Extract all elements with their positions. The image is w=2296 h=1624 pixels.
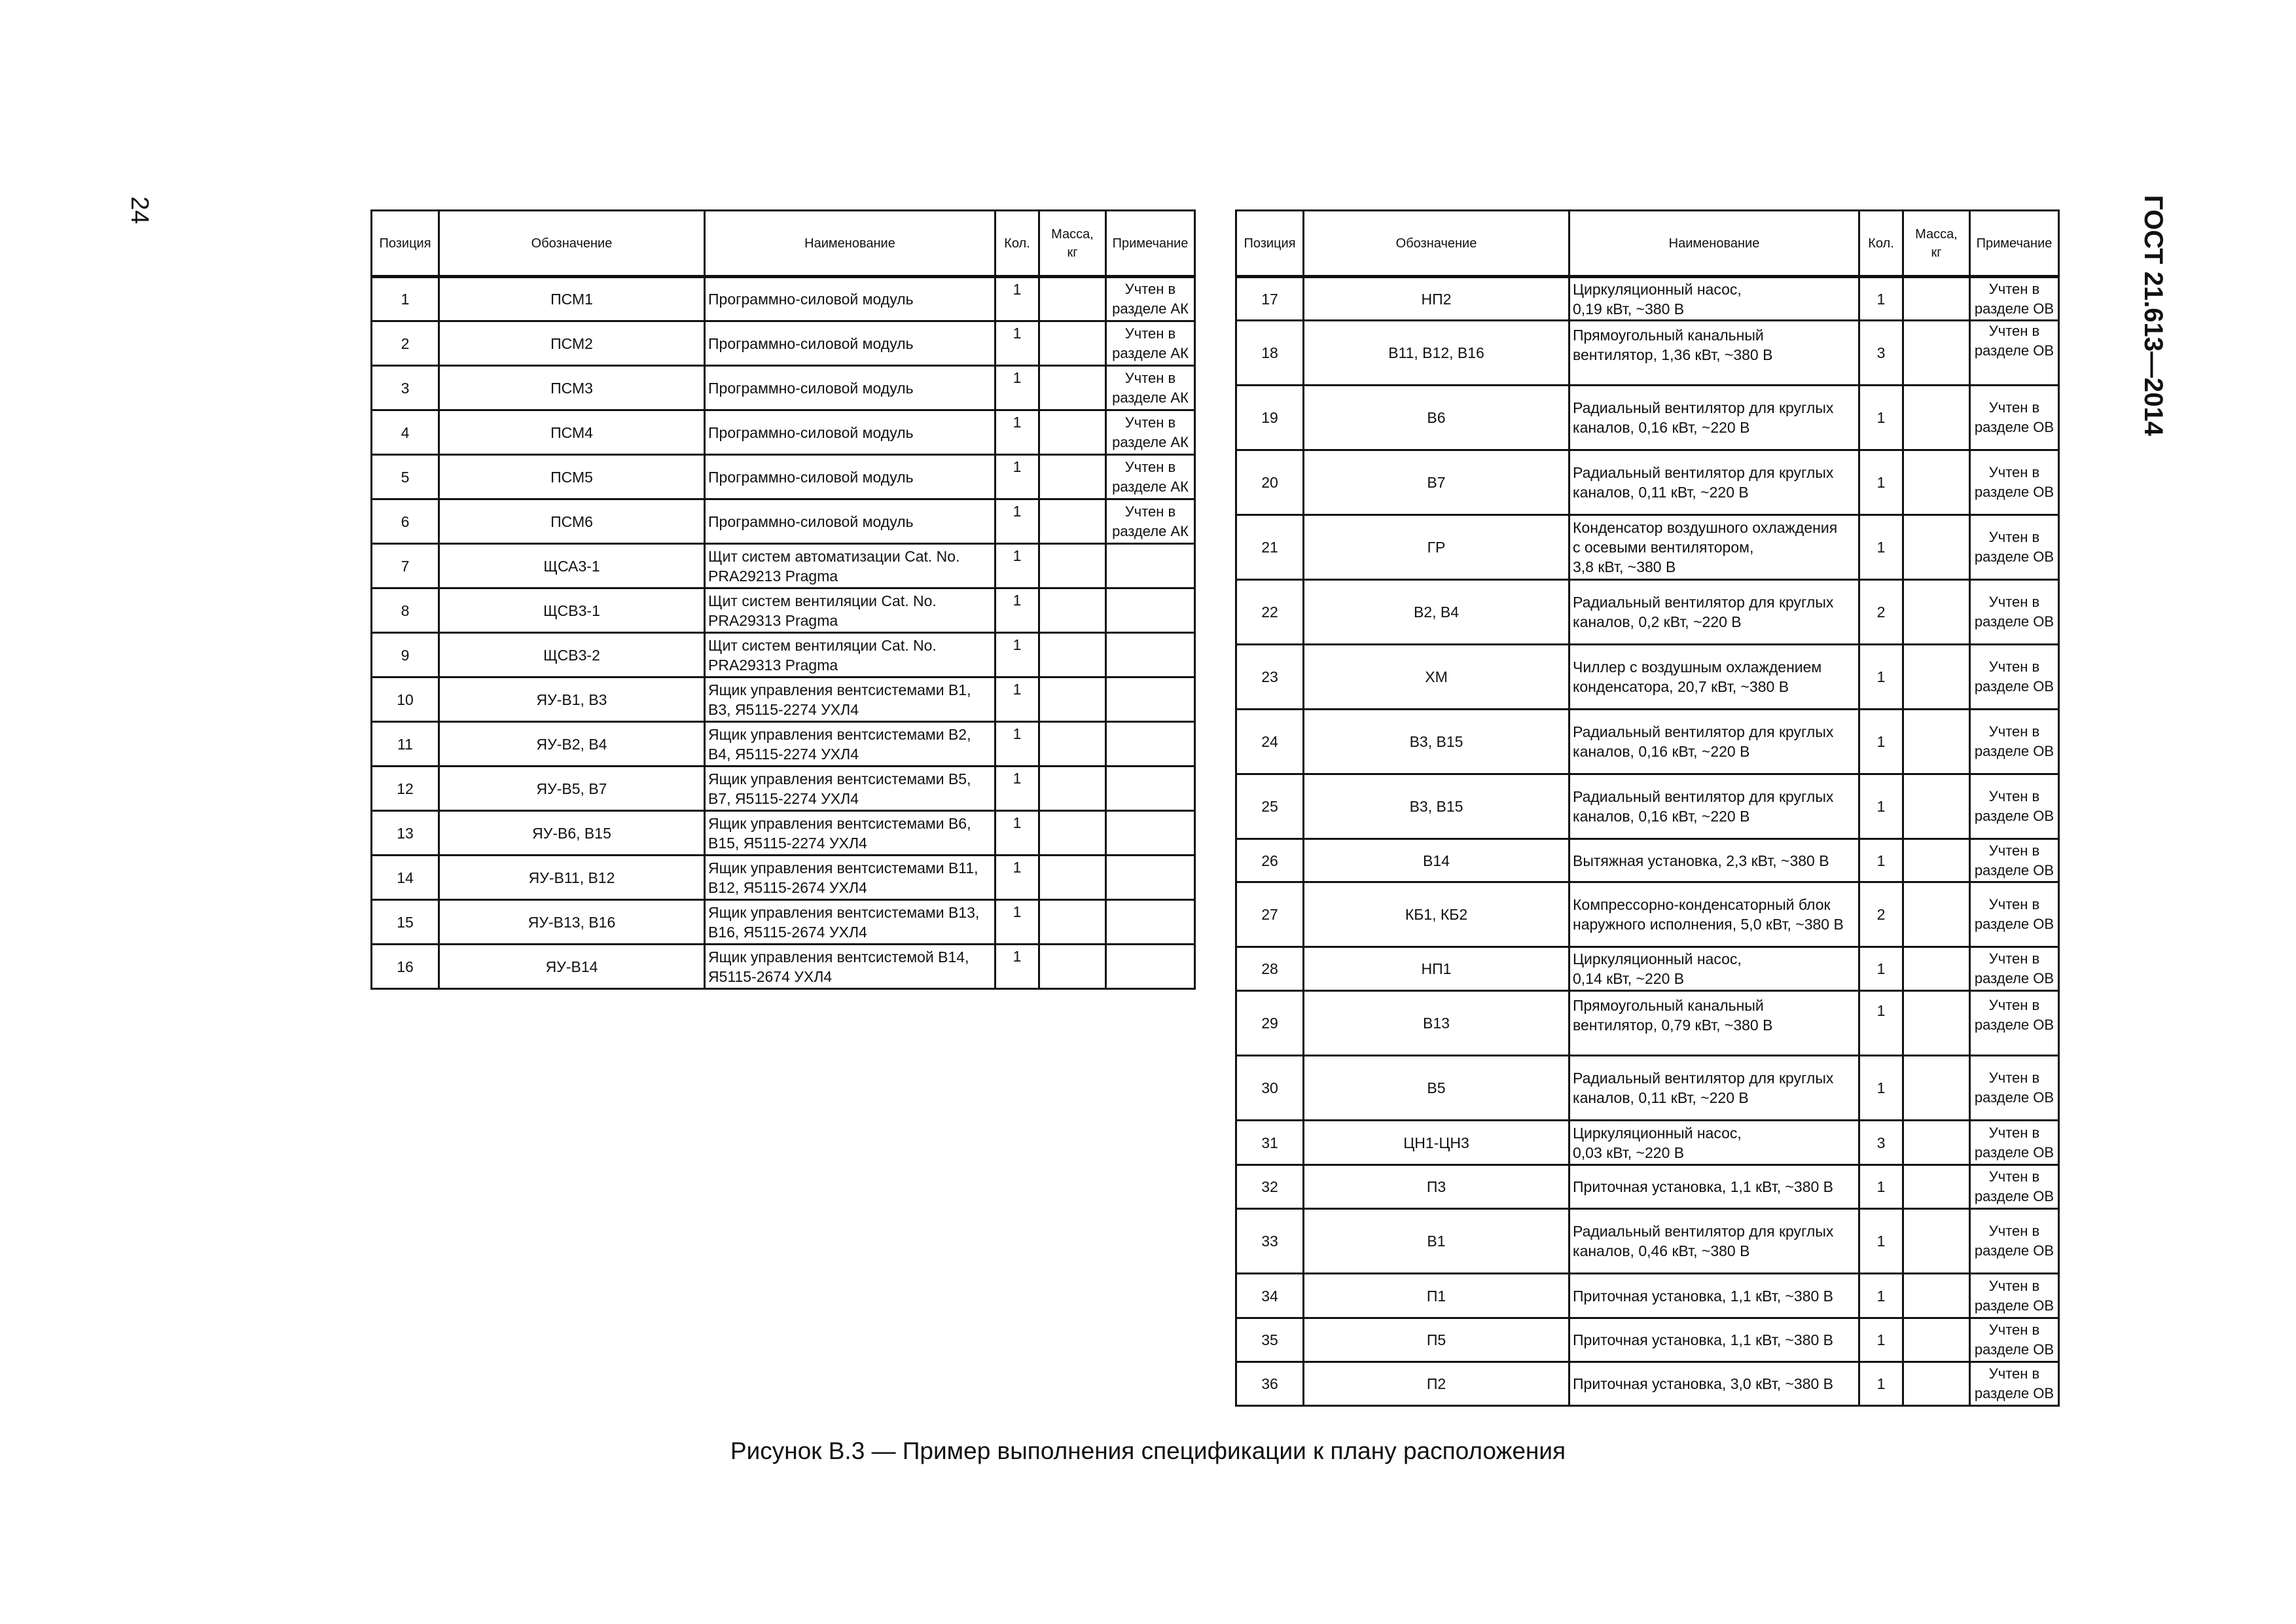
cell-qty: 1 (1859, 1362, 1903, 1406)
cell-mass (1039, 499, 1106, 544)
cell-qty: 1 (996, 811, 1039, 856)
cell-note: Учтен в разделе ОВ (1970, 321, 2059, 386)
cell-mass (1903, 386, 1970, 450)
cell-position: 31 (1236, 1121, 1304, 1165)
cell-designation: ПСМ1 (439, 277, 705, 321)
cell-mass (1903, 450, 1970, 515)
cell-name: Щит систем вентиляции Cat. No. PRA29313 Pragma (705, 588, 996, 633)
cell-note: Учтен в разделе ОВ (1970, 1318, 2059, 1362)
header-mass: Масса, кг (1039, 211, 1106, 277)
table-row (1236, 1121, 2059, 1165)
cell-mass (1903, 1209, 1970, 1274)
table-row (372, 722, 1195, 767)
cell-position: 32 (1236, 1165, 1304, 1209)
table-row (1236, 515, 2059, 580)
cell-name: Программно-силовой модуль (705, 499, 996, 544)
cell-designation: ЯУ-В2, В4 (439, 722, 705, 767)
cell-name: Ящик управления вентсистемами В2, В4, Я5115-2274 УХЛ4 (705, 722, 996, 767)
cell-position: 3 (372, 366, 439, 410)
cell-designation: В3, В15 (1304, 710, 1570, 774)
cell-qty: 1 (1859, 450, 1903, 515)
cell-mass (1039, 722, 1106, 767)
cell-qty: 1 (1859, 839, 1903, 882)
cell-name: Вытяжная установка, 2,3 кВт, ~380 В (1570, 839, 1859, 882)
cell-qty: 1 (996, 588, 1039, 633)
cell-mass (1039, 945, 1106, 989)
cell-position: 6 (372, 499, 439, 544)
spec-table-left (370, 209, 1196, 990)
cell-qty: 1 (1859, 710, 1903, 774)
cell-name: Щит систем вентиляции Cat. No. PRA29313 Pragma (705, 633, 996, 677)
cell-qty: 1 (996, 722, 1039, 767)
table-row (1236, 1274, 2059, 1318)
cell-designation: ГР (1304, 515, 1570, 580)
cell-designation: ПСМ6 (439, 499, 705, 544)
cell-name: Радиальный вентилятор для круглых каналов, 0,16 кВт, ~220 В (1570, 710, 1859, 774)
cell-position: 26 (1236, 839, 1304, 882)
cell-name: Радиальный вентилятор для круглых каналов, 0,11 кВт, ~220 В (1570, 450, 1859, 515)
table-row (372, 945, 1195, 989)
cell-mass (1039, 856, 1106, 900)
cell-position: 1 (372, 277, 439, 321)
table-row (372, 767, 1195, 811)
cell-mass (1039, 588, 1106, 633)
header-designation: Обозначение (439, 211, 705, 277)
cell-note: Учтен в разделе ОВ (1970, 839, 2059, 882)
cell-designation: ЯУ-В13, В16 (439, 900, 705, 945)
document-code: ГОСТ 21.613—2014 (2139, 195, 2168, 437)
cell-mass (1903, 1318, 1970, 1362)
cell-note: Учтен в разделе ОВ (1970, 1362, 2059, 1406)
cell-mass (1903, 1056, 1970, 1121)
cell-note: Учтен в разделе АК (1106, 410, 1195, 455)
cell-note: Учтен в разделе ОВ (1970, 1274, 2059, 1318)
table-row (1236, 710, 2059, 774)
table-row (1236, 1209, 2059, 1274)
cell-name: Радиальный вентилятор для круглых каналов, 0,46 кВт, ~380 В (1570, 1209, 1859, 1274)
cell-name: Радиальный вентилятор для круглых каналов, 0,2 кВт, ~220 В (1570, 580, 1859, 645)
cell-designation: ПСМ3 (439, 366, 705, 410)
cell-position: 5 (372, 455, 439, 499)
table-row (372, 499, 1195, 544)
cell-note: Учтен в разделе ОВ (1970, 645, 2059, 710)
cell-mass (1903, 991, 1970, 1056)
cell-name: Радиальный вентилятор для круглых каналов, 0,16 кВт, ~220 В (1570, 774, 1859, 839)
table-row (1236, 386, 2059, 450)
cell-name: Приточная установка, 1,1 кВт, ~380 В (1570, 1318, 1859, 1362)
cell-note: Учтен в разделе ОВ (1970, 580, 2059, 645)
cell-note: Учтен в разделе ОВ (1970, 710, 2059, 774)
cell-name: Компрессорно-конденсаторный блок наружного исполнения, 5,0 кВт, ~380 В (1570, 882, 1859, 947)
cell-designation: НП1 (1304, 947, 1570, 991)
cell-note: Учтен в разделе ОВ (1970, 774, 2059, 839)
cell-note (1106, 767, 1195, 811)
cell-mass (1039, 410, 1106, 455)
cell-designation: В14 (1304, 839, 1570, 882)
cell-qty: 1 (996, 277, 1039, 321)
cell-position: 34 (1236, 1274, 1304, 1318)
table-row (372, 677, 1195, 722)
cell-qty: 3 (1859, 1121, 1903, 1165)
cell-designation: В2, В4 (1304, 580, 1570, 645)
table-row (1236, 839, 2059, 882)
cell-name: Щит систем автоматизации Cat. No. PRA29213 Pragma (705, 544, 996, 588)
cell-qty: 1 (1859, 774, 1903, 839)
table-row (1236, 1318, 2059, 1362)
cell-note: Учтен в разделе ОВ (1970, 882, 2059, 947)
cell-mass (1039, 455, 1106, 499)
cell-mass (1903, 580, 1970, 645)
cell-name: Программно-силовой модуль (705, 410, 996, 455)
header-note: Примечание (1970, 211, 2059, 277)
cell-mass (1039, 277, 1106, 321)
cell-note: Учтен в разделе ОВ (1970, 450, 2059, 515)
header-name: Наименование (1570, 211, 1859, 277)
cell-name: Ящик управления вентсистемами В6, В15, Я5115-2274 УХЛ4 (705, 811, 996, 856)
cell-note (1106, 856, 1195, 900)
cell-note (1106, 588, 1195, 633)
header-qty: Кол. (1859, 211, 1903, 277)
cell-mass (1039, 544, 1106, 588)
cell-position: 18 (1236, 321, 1304, 386)
cell-designation: П5 (1304, 1318, 1570, 1362)
cell-qty: 2 (1859, 882, 1903, 947)
cell-note: Учтен в разделе ОВ (1970, 515, 2059, 580)
cell-mass (1903, 1121, 1970, 1165)
cell-position: 4 (372, 410, 439, 455)
cell-position: 24 (1236, 710, 1304, 774)
cell-designation: ЦН1-ЦН3 (1304, 1121, 1570, 1165)
cell-designation: КБ1, КБ2 (1304, 882, 1570, 947)
header-position: Позиция (1236, 211, 1304, 277)
cell-qty: 3 (1859, 321, 1903, 386)
cell-position: 2 (372, 321, 439, 366)
table-row (1236, 645, 2059, 710)
cell-name: Радиальный вентилятор для круглых каналов, 0,16 кВт, ~220 В (1570, 386, 1859, 450)
cell-position: 12 (372, 767, 439, 811)
table-row (372, 900, 1195, 945)
cell-designation: В13 (1304, 991, 1570, 1056)
cell-note: Учтен в разделе ОВ (1970, 991, 2059, 1056)
cell-qty: 1 (1859, 645, 1903, 710)
cell-qty: 2 (1859, 580, 1903, 645)
cell-note: Учтен в разделе ОВ (1970, 947, 2059, 991)
cell-name: Программно-силовой модуль (705, 277, 996, 321)
cell-note (1106, 633, 1195, 677)
cell-designation: ПСМ2 (439, 321, 705, 366)
cell-designation: ЩСВ3-2 (439, 633, 705, 677)
cell-note: Учтен в разделе ОВ (1970, 1165, 2059, 1209)
header-name: Наименование (705, 211, 996, 277)
table-row (372, 811, 1195, 856)
cell-designation: ЩСА3-1 (439, 544, 705, 588)
table-row (372, 544, 1195, 588)
cell-note: Учтен в разделе АК (1106, 499, 1195, 544)
table-row (1236, 1362, 2059, 1406)
cell-qty: 1 (996, 455, 1039, 499)
cell-mass (1903, 645, 1970, 710)
cell-position: 35 (1236, 1318, 1304, 1362)
cell-position: 19 (1236, 386, 1304, 450)
cell-designation: ЯУ-В6, В15 (439, 811, 705, 856)
cell-position: 15 (372, 900, 439, 945)
cell-qty: 1 (1859, 515, 1903, 580)
cell-position: 8 (372, 588, 439, 633)
cell-position: 33 (1236, 1209, 1304, 1274)
cell-designation: П3 (1304, 1165, 1570, 1209)
cell-designation: П2 (1304, 1362, 1570, 1406)
table-row (1236, 947, 2059, 991)
cell-designation: В6 (1304, 386, 1570, 450)
table-row (1236, 277, 2059, 321)
header-note: Примечание (1106, 211, 1195, 277)
cell-qty: 1 (1859, 1274, 1903, 1318)
cell-name: Радиальный вентилятор для круглых каналов, 0,11 кВт, ~220 В (1570, 1056, 1859, 1121)
cell-designation: НП2 (1304, 277, 1570, 321)
cell-mass (1039, 366, 1106, 410)
cell-designation: В5 (1304, 1056, 1570, 1121)
cell-mass (1903, 882, 1970, 947)
cell-qty: 1 (996, 633, 1039, 677)
header-mass: Масса, кг (1903, 211, 1970, 277)
table-row (372, 321, 1195, 366)
cell-designation: В3, В15 (1304, 774, 1570, 839)
cell-designation: В7 (1304, 450, 1570, 515)
table-row (372, 455, 1195, 499)
cell-designation: ПСМ5 (439, 455, 705, 499)
cell-name: Ящик управления вентсистемами В13, В16, Я5115-2674 УХЛ4 (705, 900, 996, 945)
cell-name: Чиллер с воздушным охлаждением конденсатора, 20,7 кВт, ~380 В (1570, 645, 1859, 710)
cell-position: 17 (1236, 277, 1304, 321)
cell-position: 29 (1236, 991, 1304, 1056)
table-row (372, 366, 1195, 410)
page-number: 24 (126, 196, 153, 225)
cell-name: Приточная установка, 3,0 кВт, ~380 В (1570, 1362, 1859, 1406)
cell-note (1106, 722, 1195, 767)
cell-position: 10 (372, 677, 439, 722)
cell-mass (1903, 321, 1970, 386)
cell-mass (1903, 1165, 1970, 1209)
cell-designation: ЯУ-В1, В3 (439, 677, 705, 722)
cell-note (1106, 945, 1195, 989)
cell-qty: 1 (996, 410, 1039, 455)
cell-mass (1903, 1274, 1970, 1318)
cell-mass (1039, 633, 1106, 677)
cell-qty: 1 (1859, 277, 1903, 321)
cell-position: 16 (372, 945, 439, 989)
table-row (1236, 774, 2059, 839)
cell-qty: 1 (996, 677, 1039, 722)
cell-position: 11 (372, 722, 439, 767)
cell-qty: 1 (1859, 1209, 1903, 1274)
table-row (1236, 1165, 2059, 1209)
table-header-row (1236, 211, 2059, 277)
cell-mass (1903, 515, 1970, 580)
cell-qty: 1 (996, 499, 1039, 544)
spec-table-right (1235, 209, 2060, 1407)
cell-name: Программно-силовой модуль (705, 366, 996, 410)
cell-note: Учтен в разделе ОВ (1970, 1209, 2059, 1274)
cell-qty: 1 (996, 767, 1039, 811)
cell-position: 36 (1236, 1362, 1304, 1406)
cell-position: 20 (1236, 450, 1304, 515)
cell-note: Учтен в разделе ОВ (1970, 1121, 2059, 1165)
cell-position: 23 (1236, 645, 1304, 710)
header-designation: Обозначение (1304, 211, 1570, 277)
header-position: Позиция (372, 211, 439, 277)
cell-qty: 1 (996, 544, 1039, 588)
cell-qty: 1 (1859, 991, 1903, 1056)
cell-note: Учтен в разделе АК (1106, 321, 1195, 366)
cell-designation: ПСМ4 (439, 410, 705, 455)
cell-name: Ящик управления вентсистемами В5, В7, Я5115-2274 УХЛ4 (705, 767, 996, 811)
cell-designation: П1 (1304, 1274, 1570, 1318)
cell-note: Учтен в разделе ОВ (1970, 386, 2059, 450)
cell-qty: 1 (1859, 947, 1903, 991)
cell-qty: 1 (1859, 1318, 1903, 1362)
cell-mass (1903, 710, 1970, 774)
cell-position: 30 (1236, 1056, 1304, 1121)
cell-position: 7 (372, 544, 439, 588)
cell-name: Приточная установка, 1,1 кВт, ~380 В (1570, 1165, 1859, 1209)
cell-designation: ЩСВ3-1 (439, 588, 705, 633)
cell-note: Учтен в разделе АК (1106, 366, 1195, 410)
cell-qty: 1 (996, 321, 1039, 366)
cell-name: Прямоугольный канальный вентилятор, 0,79 кВт, ~380 В (1570, 991, 1859, 1056)
cell-note: Учтен в разделе ОВ (1970, 277, 2059, 321)
cell-mass (1903, 1362, 1970, 1406)
cell-name: Приточная установка, 1,1 кВт, ~380 В (1570, 1274, 1859, 1318)
cell-name: Ящик управления вентсистемой В14, Я5115-2674 УХЛ4 (705, 945, 996, 989)
cell-qty: 1 (996, 856, 1039, 900)
cell-name: Циркуляционный насос, 0,14 кВт, ~220 В (1570, 947, 1859, 991)
cell-name: Ящик управления вентсистемами В11, В12, Я5115-2674 УХЛ4 (705, 856, 996, 900)
cell-mass (1039, 321, 1106, 366)
cell-note (1106, 900, 1195, 945)
cell-designation: ЯУ-В5, В7 (439, 767, 705, 811)
cell-mass (1903, 947, 1970, 991)
cell-name: Циркуляционный насос, 0,03 кВт, ~220 В (1570, 1121, 1859, 1165)
table-row (372, 410, 1195, 455)
table-header-row (372, 211, 1195, 277)
cell-designation: ЯУ-В14 (439, 945, 705, 989)
cell-mass (1903, 839, 1970, 882)
cell-qty: 1 (1859, 1165, 1903, 1209)
cell-mass (1039, 677, 1106, 722)
table-row (372, 856, 1195, 900)
cell-designation: В11, В12, В16 (1304, 321, 1570, 386)
cell-name: Программно-силовой модуль (705, 321, 996, 366)
cell-qty: 1 (996, 900, 1039, 945)
cell-name: Циркуляционный насос, 0,19 кВт, ~380 В (1570, 277, 1859, 321)
cell-position: 28 (1236, 947, 1304, 991)
cell-name: Программно-силовой модуль (705, 455, 996, 499)
cell-designation: ЯУ-В11, В12 (439, 856, 705, 900)
table-row (372, 588, 1195, 633)
cell-qty: 1 (1859, 1056, 1903, 1121)
table-row (372, 633, 1195, 677)
cell-designation: В1 (1304, 1209, 1570, 1274)
cell-mass (1039, 767, 1106, 811)
cell-qty: 1 (996, 366, 1039, 410)
cell-note: Учтен в разделе АК (1106, 455, 1195, 499)
cell-position: 22 (1236, 580, 1304, 645)
cell-position: 9 (372, 633, 439, 677)
cell-position: 27 (1236, 882, 1304, 947)
table-row (1236, 991, 2059, 1056)
cell-position: 13 (372, 811, 439, 856)
cell-qty: 1 (996, 945, 1039, 989)
cell-note (1106, 677, 1195, 722)
cell-qty: 1 (1859, 386, 1903, 450)
cell-name: Конденсатор воздушного охлаждения с осевыми вентилятором, 3,8 кВт, ~380 В (1570, 515, 1859, 580)
cell-position: 14 (372, 856, 439, 900)
cell-mass (1903, 277, 1970, 321)
table-row (1236, 321, 2059, 386)
table-row (372, 277, 1195, 321)
cell-note: Учтен в разделе ОВ (1970, 1056, 2059, 1121)
cell-name: Прямоугольный канальный вентилятор, 1,36 кВт, ~380 В (1570, 321, 1859, 386)
cell-note: Учтен в разделе АК (1106, 277, 1195, 321)
cell-position: 25 (1236, 774, 1304, 839)
table-row (1236, 1056, 2059, 1121)
header-qty: Кол. (996, 211, 1039, 277)
table-row (1236, 882, 2059, 947)
cell-mass (1039, 900, 1106, 945)
cell-position: 21 (1236, 515, 1304, 580)
cell-name: Ящик управления вентсистемами В1, В3, Я5115-2274 УХЛ4 (705, 677, 996, 722)
cell-note (1106, 544, 1195, 588)
table-row (1236, 450, 2059, 515)
cell-mass (1039, 811, 1106, 856)
figure-caption: Рисунок В.3 — Пример выполнения спецификации к плану расположения (730, 1437, 1566, 1464)
cell-note (1106, 811, 1195, 856)
cell-mass (1903, 774, 1970, 839)
cell-designation: ХМ (1304, 645, 1570, 710)
table-row (1236, 580, 2059, 645)
